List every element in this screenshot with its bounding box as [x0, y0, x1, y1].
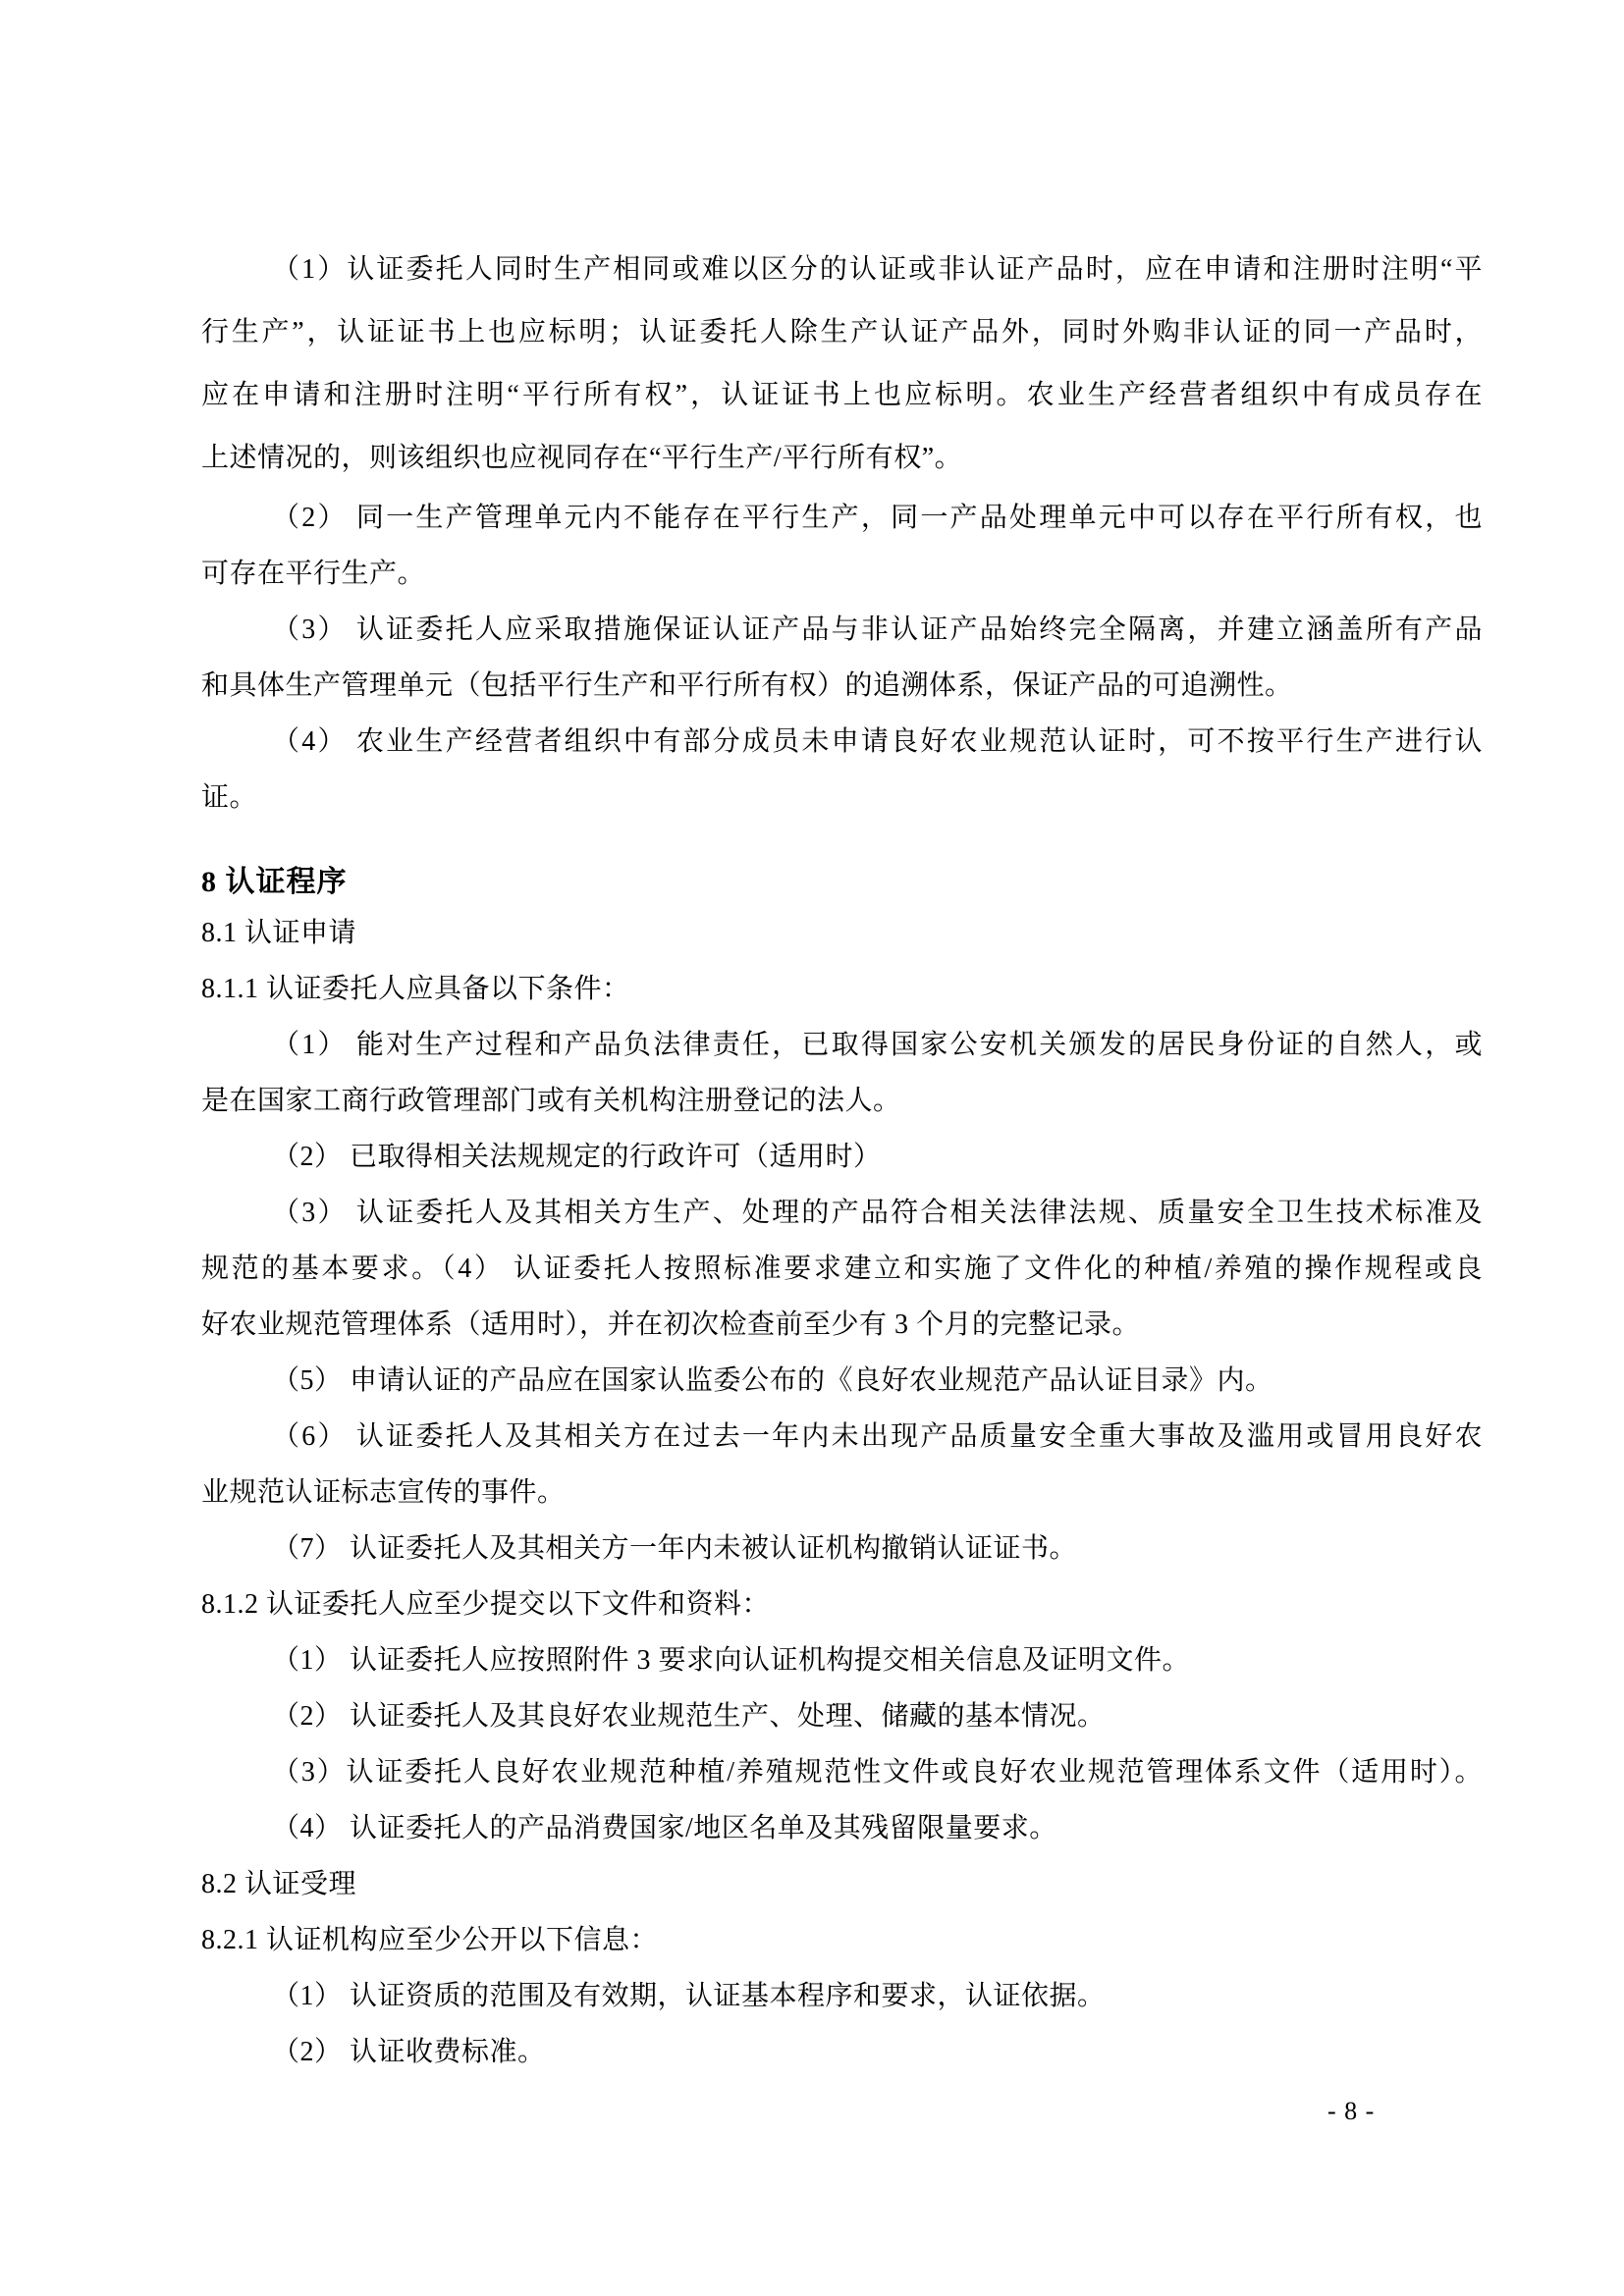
text-line: （6） 认证委托人及其相关方在过去一年内未出现产品质量安全重大事故及滥用或冒用良好农 — [272, 1421, 1483, 1452]
text-line: （2） 认证收费标准。 — [272, 2037, 546, 2067]
text-line: 和具体生产管理单元（包括平行生产和平行所有权）的追溯体系，保证产品的可追溯性。 — [201, 670, 1293, 701]
text-line: （1） 能对生产过程和产品负法律责任，已取得国家公安机关颁发的居民身份证的自然人，或 — [272, 1030, 1483, 1060]
document-lines — [201, 239, 1483, 2080]
section-heading: 8 认证程序 — [201, 866, 348, 898]
text-line: 应在申请和注册时注明“平行所有权”，认证证书上也应标明。农业生产经营者组织中有成员存在 — [201, 380, 1483, 410]
text-line: 业规范认证标志宣传的事件。 — [201, 1477, 566, 1508]
text-line: 证。 — [201, 782, 258, 813]
page-number: - 8 - — [1327, 2097, 1376, 2125]
text-line: （1） 认证资质的范围及有效期，认证基本程序和要求，认证依据。 — [272, 1981, 1106, 2011]
text-line: 规范的基本要求。（4） 认证委托人按照标准要求建立和实施了文件化的种植/养殖的操作规程或良 — [201, 1254, 1483, 1284]
text-line: （4） 认证委托人的产品消费国家/地区名单及其残留限量要求。 — [272, 1813, 1057, 1843]
text-line: （3） 认证委托人及其相关方生产、处理的产品符合相关法律法规、质量安全卫生技术标准及 — [272, 1198, 1483, 1228]
text-line: （7） 认证委托人及其相关方一年内未被认证机构撤销认证证书。 — [272, 1533, 1078, 1564]
text-line: 8.2 认证受理 — [201, 1869, 357, 1899]
text-line: （2） 同一生产管理单元内不能存在平行生产，同一产品处理单元中可以存在平行所有权，也 — [272, 503, 1483, 533]
text-line: （2） 认证委托人及其良好农业规范生产、处理、储藏的基本情况。 — [272, 1701, 1106, 1732]
text-line: 8.1 认证申请 — [201, 918, 357, 948]
text-line: 可存在平行生产。 — [201, 559, 426, 589]
text-line: 是在国家工商行政管理部门或有关机构注册登记的法人。 — [201, 1086, 901, 1116]
text-line: 8.1.2 认证委托人应至少提交以下文件和资料： — [201, 1589, 771, 1620]
text-line: （1） 认证委托人应按照附件 3 要求向认证机构提交相关信息及证明文件。 — [272, 1645, 1191, 1676]
text-line: （5） 申请认证的产品应在国家认监委公布的《良好农业规范产品认证目录》内。 — [272, 1365, 1273, 1396]
text-line: 8.2.1 认证机构应至少公开以下信息： — [201, 1925, 659, 1955]
text-line: （3） 认证委托人应采取措施保证认证产品与非认证产品始终完全隔离，并建立涵盖所有产品 — [272, 614, 1483, 645]
text-line: （4） 农业生产经营者组织中有部分成员未申请良好农业规范认证时，可不按平行生产进行认 — [272, 726, 1483, 757]
text-line: 行生产”，认证证书上也应标明；认证委托人除生产认证产品外，同时外购非认证的同一产品时， — [201, 317, 1483, 347]
text-line: 8.1.1 认证委托人应具备以下条件： — [201, 974, 630, 1004]
text-line: 好农业规范管理体系（适用时），并在初次检查前至少有 3 个月的完整记录。 — [201, 1309, 1141, 1340]
text-line: （1）认证委托人同时生产相同或难以区分的认证或非认证产品时，应在申请和注册时注明“平 — [272, 254, 1483, 285]
text-line: （3）认证委托人良好农业规范种植/养殖规范性文件或良好农业规范管理体系文件（适用时）。 — [272, 1757, 1483, 1788]
text-line: 上述情况的，则该组织也应视同存在“平行生产/平行所有权”。 — [201, 443, 963, 473]
text-line: （2） 已取得相关法规规定的行政许可（适用时） — [272, 1142, 882, 1172]
